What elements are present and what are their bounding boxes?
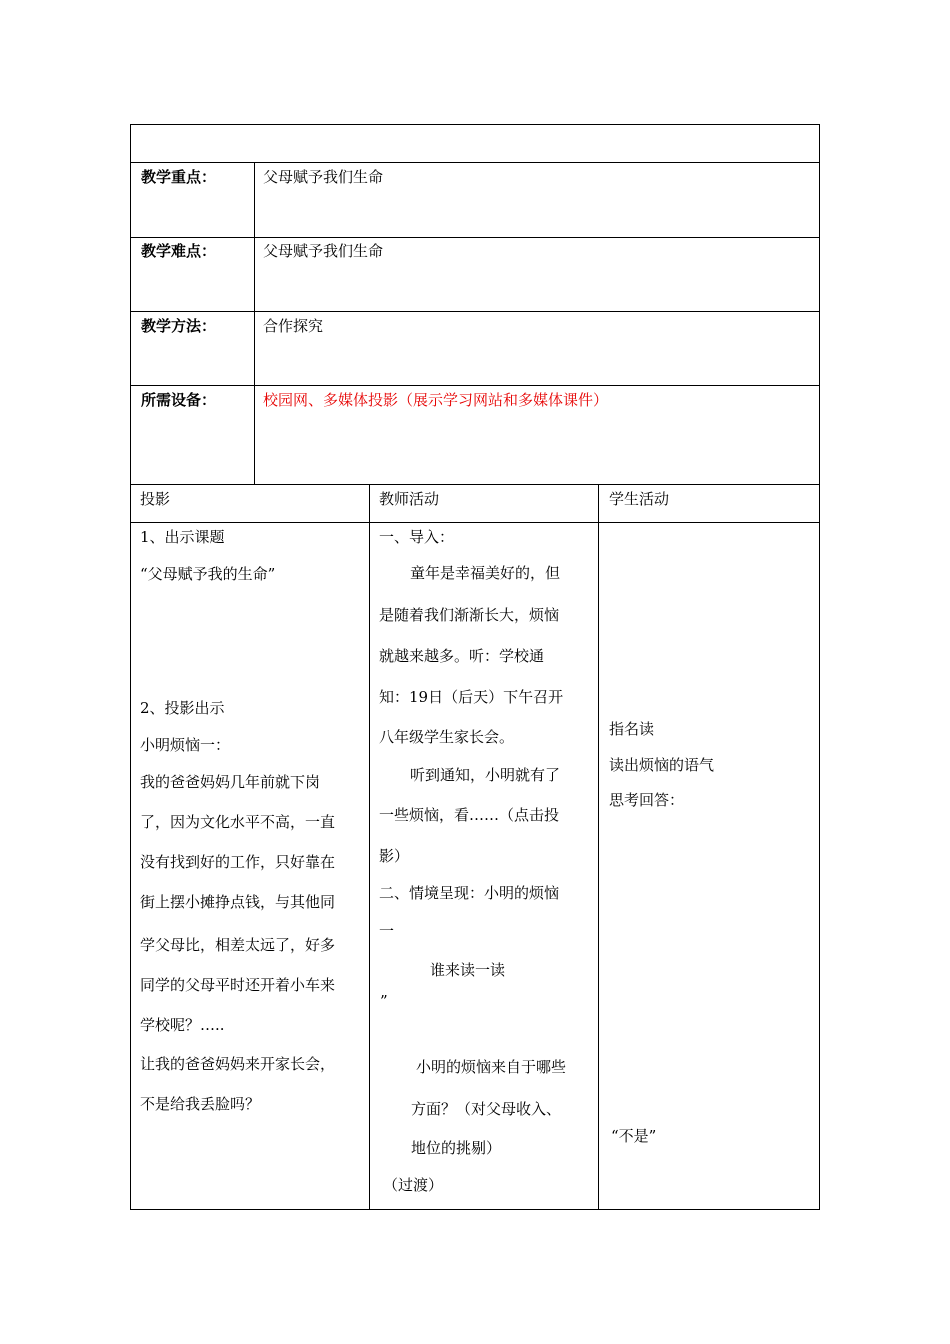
row-divider bbox=[130, 311, 820, 312]
teacher-line: 知：19日（后天）下午召开 bbox=[379, 688, 564, 706]
teacher-line: 一些烦恼，看……（点击投 bbox=[379, 806, 560, 824]
projection-line: 没有找到好的工作，只好靠在 bbox=[140, 853, 336, 871]
projection-line: 同学的父母平时还开着小车来 bbox=[140, 976, 336, 994]
header-teacher-activity: 教师活动 bbox=[379, 490, 440, 508]
student-line: 思考回答： bbox=[609, 791, 685, 809]
teacher-quote-mark: ” bbox=[380, 992, 388, 1010]
teacher-line: 影） bbox=[379, 847, 410, 865]
teacher-line: 地位的挑剔） bbox=[411, 1139, 502, 1157]
label-difficulties: 教学难点： bbox=[141, 242, 217, 260]
projection-item1-text: “父母赋予我的生命” bbox=[140, 565, 276, 583]
col-divider bbox=[369, 484, 370, 1210]
value-equipment: 校园网、多媒体投影（展示学习网站和多媒体课件） bbox=[263, 391, 609, 409]
projection-line: 学父母比，相差太远了，好多 bbox=[140, 936, 336, 954]
lesson-plan-table bbox=[130, 124, 820, 1210]
teacher-line: 一 bbox=[379, 922, 395, 940]
col-divider bbox=[254, 162, 255, 484]
teacher-line: 八年级学生家长会。 bbox=[379, 728, 515, 746]
projection-line: 学校呢？….. bbox=[140, 1016, 225, 1034]
label-equipment: 所需设备： bbox=[141, 391, 217, 409]
teacher-line: 是随着我们渐渐长大，烦恼 bbox=[379, 606, 560, 624]
col-divider bbox=[598, 484, 599, 1210]
student-answer: “不是” bbox=[611, 1127, 657, 1145]
teacher-section2-title: 二、情境呈现：小明的烦恼 bbox=[379, 884, 560, 902]
projection-item2-sub: 小明烦恼一： bbox=[140, 736, 231, 754]
projection-line: 街上摆小摊挣点钱，与其他同 bbox=[140, 893, 336, 911]
teacher-line: 方面？（对父母收入、 bbox=[411, 1100, 562, 1118]
label-method: 教学方法： bbox=[141, 317, 217, 335]
projection-item2-title: 2、投影出示 bbox=[140, 699, 225, 717]
teacher-line: 就越来越多。听：学校通 bbox=[379, 647, 545, 665]
header-student-activity: 学生活动 bbox=[609, 490, 670, 508]
teacher-line: 听到通知，小明就有了 bbox=[410, 766, 561, 784]
header-projection: 投影 bbox=[140, 490, 171, 508]
projection-item1-title: 1、出示课题 bbox=[140, 528, 225, 546]
projection-line: 我的爸爸妈妈几年前就下岗 bbox=[140, 773, 321, 791]
value-method: 合作探究 bbox=[263, 317, 324, 335]
projection-line: 不是给我丢脸吗？ bbox=[140, 1095, 261, 1113]
value-key-points: 父母赋予我们生命 bbox=[263, 168, 384, 186]
row-divider bbox=[130, 162, 820, 163]
teacher-section1-title: 一、导入： bbox=[379, 528, 455, 546]
row-divider bbox=[130, 522, 820, 523]
projection-line: 让我的爸爸妈妈来开家长会， bbox=[140, 1055, 336, 1073]
value-difficulties: 父母赋予我们生命 bbox=[263, 242, 384, 260]
student-line: 指名读 bbox=[609, 720, 655, 738]
teacher-line: 小明的烦恼来自于哪些 bbox=[416, 1058, 567, 1076]
projection-line: 了，因为文化水平不高，一直 bbox=[140, 813, 336, 831]
teacher-read-prompt: 谁来读一读 bbox=[430, 961, 506, 979]
label-key-points: 教学重点： bbox=[141, 168, 217, 186]
row-divider bbox=[130, 385, 820, 386]
row-divider bbox=[130, 237, 820, 238]
row-divider bbox=[130, 484, 820, 485]
student-line: 读出烦恼的语气 bbox=[609, 756, 715, 774]
teacher-line: 童年是幸福美好的，但 bbox=[410, 564, 561, 582]
teacher-transition: （过渡） bbox=[383, 1176, 444, 1194]
